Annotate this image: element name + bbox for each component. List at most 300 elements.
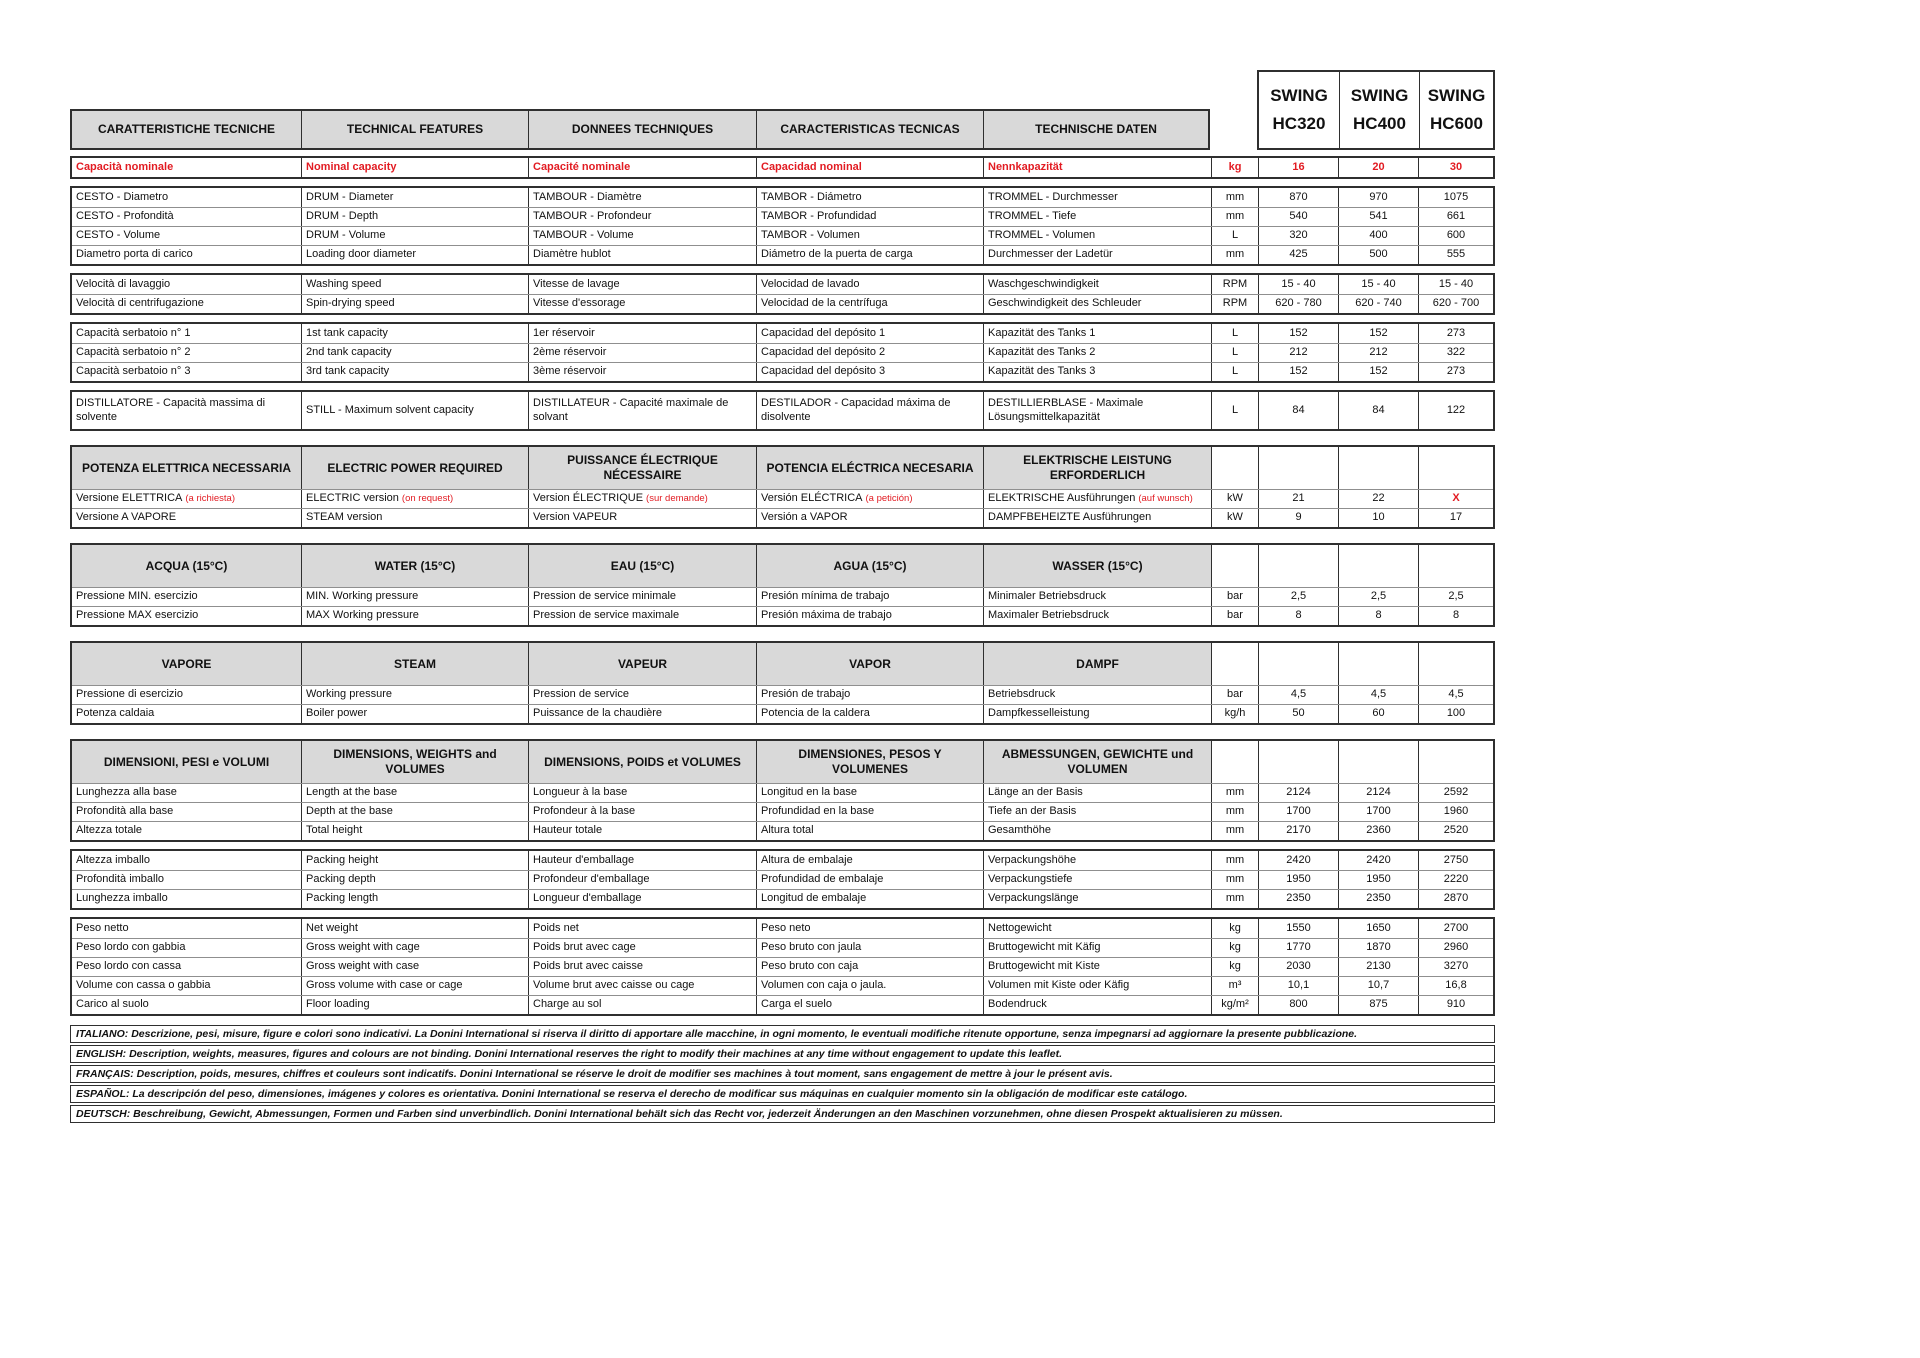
unit-cell: L bbox=[1211, 227, 1258, 245]
spec-label-cell bbox=[301, 509, 528, 527]
spec-label: Boiler power bbox=[306, 707, 368, 720]
spec-label: Nennkapazität bbox=[988, 160, 1063, 173]
spec-label-cell bbox=[72, 363, 301, 381]
spec-label-cell bbox=[528, 188, 756, 207]
value-cell: 1650 bbox=[1338, 919, 1418, 938]
section-header-row bbox=[72, 545, 1493, 587]
unit-header-cell bbox=[1211, 545, 1258, 587]
section-header-cell: VAPOR bbox=[756, 643, 983, 685]
section-header-cell: POTENZA ELETTRICA NECESSARIA bbox=[72, 447, 301, 489]
spec-label-cell bbox=[528, 607, 756, 625]
model-brand: SWING bbox=[1427, 85, 1486, 105]
spec-label: Vitesse d'essorage bbox=[533, 297, 626, 310]
spec-label: Pression de service bbox=[533, 688, 629, 701]
spec-label-cell bbox=[528, 890, 756, 908]
spec-label: Velocità di lavaggio bbox=[76, 277, 171, 290]
value-cell: 100 bbox=[1418, 705, 1493, 723]
spec-label: MAX Working pressure bbox=[306, 609, 419, 622]
spec-table-body bbox=[70, 156, 1495, 1016]
value-cell: 1870 bbox=[1338, 939, 1418, 957]
unit-cell: mm bbox=[1211, 871, 1258, 889]
spec-label: Lunghezza alla base bbox=[76, 786, 177, 799]
spec-label: Peso netto bbox=[76, 921, 129, 934]
spec-label-cell bbox=[983, 996, 1211, 1014]
spec-label: Velocità di centrifugazione bbox=[76, 297, 204, 310]
value-cell: 2030 bbox=[1258, 958, 1338, 976]
section-header-cell: ACQUA (15°C) bbox=[72, 545, 301, 587]
section-header-cell: WATER (15°C) bbox=[301, 545, 528, 587]
value-cell: 2700 bbox=[1418, 919, 1493, 938]
spec-label-cell bbox=[301, 344, 528, 362]
value-header-cell bbox=[1418, 447, 1493, 489]
spec-label: DESTILLIERBLASE - Maximale Lösungsmittelkapazität bbox=[988, 396, 1144, 423]
spec-label-cell bbox=[983, 939, 1211, 957]
value-cell: 60 bbox=[1338, 705, 1418, 723]
spec-label: MIN. Working pressure bbox=[306, 590, 419, 603]
spec-label-cell bbox=[983, 208, 1211, 226]
value-cell: 2,5 bbox=[1418, 588, 1493, 606]
spec-label-cell bbox=[301, 275, 528, 294]
value-cell: 2,5 bbox=[1338, 588, 1418, 606]
section-header-cell: EAU (15°C) bbox=[528, 545, 756, 587]
spec-row bbox=[72, 158, 1493, 177]
spec-label-cell bbox=[528, 490, 756, 508]
value-cell: 2124 bbox=[1258, 784, 1338, 802]
spec-label: Kapazität des Tanks 2 bbox=[988, 346, 1096, 359]
footnote-spanish: ESPAÑOL: La descripción del peso, dimensiones, imágenes y colores es orientativa. Donini International se reserva el derecho de modificar sus máquinas en cualquier momento sin la obligación de modificar este catálogo. bbox=[70, 1085, 1495, 1103]
spec-label: TAMBOR - Profundidad bbox=[761, 210, 877, 223]
footnote-french: FRANÇAIS: Description, poids, mesures, chiffres et couleurs sont indicatifs. Donini International se réserve le droit de modifier ses machines à tout moment, sans engagement de mettre à jour le présent avis. bbox=[70, 1065, 1495, 1083]
section-header-row bbox=[72, 741, 1493, 783]
value-cell: 212 bbox=[1338, 344, 1418, 362]
value-cell: 2420 bbox=[1258, 851, 1338, 870]
spec-label-cell bbox=[756, 822, 983, 840]
value-cell: 2124 bbox=[1338, 784, 1418, 802]
spec-label: Capacità serbatoio n° 1 bbox=[76, 326, 191, 339]
spec-label: Longueur à la base bbox=[533, 786, 628, 799]
spec-label-cell bbox=[983, 977, 1211, 995]
section-weights bbox=[70, 917, 1495, 1016]
spec-label: Volume con cassa o gabbia bbox=[76, 979, 211, 992]
spec-label-cell bbox=[301, 871, 528, 889]
spec-label-cell bbox=[756, 958, 983, 976]
spec-label-cell bbox=[72, 958, 301, 976]
spec-label: TAMBOR - Diámetro bbox=[761, 190, 862, 203]
value-cell: 22 bbox=[1338, 490, 1418, 508]
spec-label-cell bbox=[301, 803, 528, 821]
spec-label-cell bbox=[983, 958, 1211, 976]
section-header-row bbox=[72, 643, 1493, 685]
spec-label: Volumen con caja o jaula. bbox=[761, 979, 887, 992]
spec-label: 3ème réservoir bbox=[533, 365, 607, 378]
spec-label-cell bbox=[528, 158, 756, 177]
model-code: HC400 bbox=[1353, 114, 1406, 133]
spec-label-cell bbox=[528, 246, 756, 264]
value-cell: 1960 bbox=[1418, 803, 1493, 821]
spec-label-cell bbox=[528, 939, 756, 957]
spec-label: Versión a VAPOR bbox=[761, 511, 848, 524]
spec-label-cell bbox=[528, 705, 756, 723]
footnotes bbox=[70, 1025, 1495, 1123]
spec-label-cell bbox=[301, 958, 528, 976]
spec-label-note: (sur demande) bbox=[646, 493, 708, 505]
model-code: HC600 bbox=[1430, 114, 1483, 133]
spec-label: DAMPFBEHEIZTE Ausführungen bbox=[988, 511, 1152, 524]
spec-label-cell bbox=[528, 686, 756, 704]
spec-label-cell bbox=[72, 490, 301, 508]
spec-row bbox=[72, 489, 1493, 508]
spec-label: 2ème réservoir bbox=[533, 346, 607, 359]
spec-label: Packing height bbox=[306, 853, 379, 866]
unit-cell: mm bbox=[1211, 188, 1258, 207]
spec-row bbox=[72, 275, 1493, 294]
spec-label-cell bbox=[983, 158, 1211, 177]
column-header-french: DONNEES TECHNIQUES bbox=[528, 111, 756, 148]
spec-row bbox=[72, 704, 1493, 723]
unit-cell: mm bbox=[1211, 803, 1258, 821]
spec-label-note: (a petición) bbox=[865, 493, 913, 505]
value-header-cell bbox=[1338, 741, 1418, 783]
spec-label: Pressione di esercizio bbox=[76, 688, 183, 701]
value-cell: 1950 bbox=[1338, 871, 1418, 889]
section-drum bbox=[70, 186, 1495, 266]
spec-label: Pressione MIN. esercizio bbox=[76, 590, 198, 603]
spec-label: Packing length bbox=[306, 892, 379, 905]
spec-label-cell bbox=[301, 705, 528, 723]
unit-cell: kg/h bbox=[1211, 705, 1258, 723]
spec-label-cell bbox=[301, 324, 528, 343]
spec-label-cell bbox=[301, 822, 528, 840]
spec-label: ELECTRIC version bbox=[306, 492, 399, 505]
spec-label-cell bbox=[301, 208, 528, 226]
spec-row bbox=[72, 821, 1493, 840]
spec-row bbox=[72, 919, 1493, 938]
unit-cell: kg bbox=[1211, 158, 1258, 177]
spec-label-cell bbox=[983, 324, 1211, 343]
spec-label: Presión máxima de trabajo bbox=[761, 609, 892, 622]
language-headers bbox=[70, 109, 1210, 150]
spec-label-cell bbox=[983, 607, 1211, 625]
value-cell: 322 bbox=[1418, 344, 1493, 362]
spec-label-cell bbox=[301, 188, 528, 207]
model-headers bbox=[1257, 70, 1495, 150]
model-header-hc600 bbox=[1419, 72, 1493, 148]
spec-label: Profundidad en la base bbox=[761, 805, 875, 818]
footnote-english: ENGLISH: Description, weights, measures, figures and colours are not binding. Donini International reserves the right to modify their machines at any time without engagement to update this leaflet. bbox=[70, 1045, 1495, 1063]
value-cell: 555 bbox=[1418, 246, 1493, 264]
value-cell: 4,5 bbox=[1338, 686, 1418, 704]
spec-label-cell bbox=[72, 705, 301, 723]
spec-label: STILL - Maximum solvent capacity bbox=[306, 403, 474, 416]
spec-label-cell bbox=[756, 392, 983, 429]
unit-cell: L bbox=[1211, 344, 1258, 362]
spec-label-cell bbox=[72, 208, 301, 226]
spec-label: Gross weight with cage bbox=[306, 941, 420, 954]
unit-header-cell bbox=[1211, 741, 1258, 783]
spec-label-cell bbox=[756, 227, 983, 245]
value-cell: 30 bbox=[1418, 158, 1493, 177]
spec-label-cell bbox=[528, 919, 756, 938]
spec-row bbox=[72, 957, 1493, 976]
section-electric bbox=[70, 445, 1495, 529]
section-header-cell: ELECTRIC POWER REQUIRED bbox=[301, 447, 528, 489]
spec-label: Capacidad del depósito 3 bbox=[761, 365, 886, 378]
spec-label-cell bbox=[756, 509, 983, 527]
spec-label: Hauteur totale bbox=[533, 824, 603, 837]
spec-label-note: (on request) bbox=[401, 493, 454, 505]
section-header-cell: WASSER (15°C) bbox=[983, 545, 1211, 587]
value-cell: 8 bbox=[1258, 607, 1338, 625]
spec-label: Longitud en la base bbox=[761, 786, 858, 799]
value-cell: 17 bbox=[1418, 509, 1493, 527]
unit-header-cell bbox=[1211, 447, 1258, 489]
spec-label: Nominal capacity bbox=[306, 160, 397, 173]
spec-label-cell bbox=[301, 977, 528, 995]
value-cell: 152 bbox=[1338, 363, 1418, 381]
spec-label: Tiefe an der Basis bbox=[988, 805, 1077, 818]
unit-cell: kg/m² bbox=[1211, 996, 1258, 1014]
unit-cell: bar bbox=[1211, 607, 1258, 625]
spec-label: Versione ELETTRICA bbox=[76, 492, 183, 505]
spec-label: Maximaler Betriebsdruck bbox=[988, 609, 1110, 622]
section-header-cell: AGUA (15°C) bbox=[756, 545, 983, 587]
section-header-cell: DAMPF bbox=[983, 643, 1211, 685]
spec-label: Working pressure bbox=[306, 688, 392, 701]
spec-row bbox=[72, 851, 1493, 870]
spec-label-cell bbox=[756, 324, 983, 343]
spec-label: Puissance de la chaudière bbox=[533, 707, 663, 720]
spec-label: Gross volume with case or cage bbox=[306, 979, 463, 992]
spec-label: Profondità imballo bbox=[76, 873, 165, 886]
value-cell: 2130 bbox=[1338, 958, 1418, 976]
spec-label: Gross weight with case bbox=[306, 960, 420, 973]
spec-label: Verpackungstiefe bbox=[988, 873, 1073, 886]
value-cell: 10,7 bbox=[1338, 977, 1418, 995]
spec-label: Charge au sol bbox=[533, 998, 602, 1011]
spec-label-cell bbox=[528, 784, 756, 802]
spec-label: Diámetro de la puerta de carga bbox=[761, 248, 913, 261]
spec-row bbox=[72, 889, 1493, 908]
footnote-german: DEUTSCH: Beschreibung, Gewicht, Abmessungen, Formen und Farben sind unverbindlich. Donini International behält sich das Recht vor, jederzeit Änderungen an den Maschinen vorzunehmen, ohne diesen Prospekt aktualisieren zu müssen. bbox=[70, 1105, 1495, 1123]
spec-label-cell bbox=[72, 871, 301, 889]
spec-label-cell bbox=[983, 363, 1211, 381]
spec-label: Pressione MAX esercizio bbox=[76, 609, 199, 622]
spec-label-cell bbox=[756, 803, 983, 821]
spec-label-cell bbox=[72, 227, 301, 245]
spec-label: TAMBOUR - Diamètre bbox=[533, 190, 642, 203]
unit-cell: bar bbox=[1211, 588, 1258, 606]
spec-label: Packing depth bbox=[306, 873, 376, 886]
value-cell: 1550 bbox=[1258, 919, 1338, 938]
spec-label-cell bbox=[983, 246, 1211, 264]
spec-label: Potencia de la caldera bbox=[761, 707, 870, 720]
value-cell: 620 - 780 bbox=[1258, 295, 1338, 313]
spec-label-cell bbox=[528, 588, 756, 606]
value-cell: 800 bbox=[1258, 996, 1338, 1014]
spec-label-cell bbox=[528, 363, 756, 381]
value-cell: 20 bbox=[1338, 158, 1418, 177]
model-header-hc320 bbox=[1259, 72, 1339, 148]
value-cell: 4,5 bbox=[1418, 686, 1493, 704]
unit-cell: kg bbox=[1211, 958, 1258, 976]
spec-row bbox=[72, 587, 1493, 606]
value-cell: 661 bbox=[1418, 208, 1493, 226]
spec-label: Minimaler Betriebsdruck bbox=[988, 590, 1106, 603]
value-cell: 2960 bbox=[1418, 939, 1493, 957]
spec-label: Länge an der Basis bbox=[988, 786, 1083, 799]
spec-row bbox=[72, 245, 1493, 264]
unit-cell: m³ bbox=[1211, 977, 1258, 995]
spec-label-cell bbox=[72, 295, 301, 313]
section-steam bbox=[70, 641, 1495, 725]
value-header-cell bbox=[1338, 545, 1418, 587]
spec-label-cell bbox=[756, 363, 983, 381]
spec-label-cell bbox=[72, 977, 301, 995]
spec-label-cell bbox=[983, 686, 1211, 704]
unit-cell: mm bbox=[1211, 890, 1258, 908]
value-cell: 1075 bbox=[1418, 188, 1493, 207]
spec-label-cell bbox=[72, 890, 301, 908]
value-cell: 2350 bbox=[1338, 890, 1418, 908]
spec-label: Kapazität des Tanks 1 bbox=[988, 326, 1096, 339]
section-header-row bbox=[72, 447, 1493, 489]
value-cell: 620 - 700 bbox=[1418, 295, 1493, 313]
section-water bbox=[70, 543, 1495, 627]
spec-label: CESTO - Volume bbox=[76, 229, 161, 242]
spec-label-cell bbox=[528, 208, 756, 226]
spec-label: Length at the base bbox=[306, 786, 398, 799]
section-header-cell: VAPEUR bbox=[528, 643, 756, 685]
section-header-cell: PUISSANCE ÉLECTRIQUE NÉCESSAIRE bbox=[528, 447, 756, 489]
spec-label: STEAM version bbox=[306, 511, 383, 524]
spec-row bbox=[72, 938, 1493, 957]
spec-label: Altura de embalaje bbox=[761, 853, 853, 866]
spec-label: Kapazität des Tanks 3 bbox=[988, 365, 1096, 378]
spec-label: Pression de service minimale bbox=[533, 590, 677, 603]
spec-label: Nettogewicht bbox=[988, 921, 1052, 934]
value-cell: 16,8 bbox=[1418, 977, 1493, 995]
spec-label-cell bbox=[983, 188, 1211, 207]
spec-label-cell bbox=[756, 977, 983, 995]
spec-label-cell bbox=[301, 919, 528, 938]
spec-label: TROMMEL - Durchmesser bbox=[988, 190, 1118, 203]
spec-label: DISTILLATEUR - Capacité maximale de solvant bbox=[533, 396, 729, 423]
spec-label-cell bbox=[301, 227, 528, 245]
spec-label: Versión ELÉCTRICA bbox=[761, 492, 863, 505]
spec-label-cell bbox=[528, 996, 756, 1014]
section-packing bbox=[70, 849, 1495, 910]
section-header-cell: DIMENSIONES, PESOS Y VOLUMENES bbox=[756, 741, 983, 783]
section-header-cell: ELEKTRISCHE LEISTUNG ERFORDERLICH bbox=[983, 447, 1211, 489]
spec-row bbox=[72, 343, 1493, 362]
spec-label: Longueur d'emballage bbox=[533, 892, 642, 905]
spec-label: TAMBOR - Volumen bbox=[761, 229, 860, 242]
value-cell: 10 bbox=[1338, 509, 1418, 527]
spec-label: TROMMEL - Volumen bbox=[988, 229, 1096, 242]
spec-label: Carico al suolo bbox=[76, 998, 149, 1011]
spec-label: Capacidad del depósito 2 bbox=[761, 346, 886, 359]
spec-label: Dampfkesselleistung bbox=[988, 707, 1090, 720]
spec-label: Profundidad de embalaje bbox=[761, 873, 884, 886]
value-cell: 2350 bbox=[1258, 890, 1338, 908]
spec-label: Poids brut avec cage bbox=[533, 941, 636, 954]
spec-label-cell bbox=[983, 490, 1211, 508]
value-cell: 84 bbox=[1338, 392, 1418, 429]
section-header-cell: DIMENSIONI, PESI e VOLUMI bbox=[72, 741, 301, 783]
spec-label: Capacidad del depósito 1 bbox=[761, 326, 886, 339]
spec-label: Spin-drying speed bbox=[306, 297, 395, 310]
value-cell: 425 bbox=[1258, 246, 1338, 264]
unit-cell: bar bbox=[1211, 686, 1258, 704]
unit-column-spacer bbox=[1210, 149, 1257, 150]
value-cell: 2420 bbox=[1338, 851, 1418, 870]
spec-label: 1st tank capacity bbox=[306, 326, 388, 339]
section-tanks bbox=[70, 322, 1495, 383]
section-capacity bbox=[70, 156, 1495, 179]
spec-label-cell bbox=[983, 509, 1211, 527]
value-cell: 50 bbox=[1258, 705, 1338, 723]
spec-label: Altezza imballo bbox=[76, 853, 150, 866]
value-cell: 970 bbox=[1338, 188, 1418, 207]
spec-label-cell bbox=[983, 275, 1211, 294]
spec-label-cell bbox=[756, 784, 983, 802]
spec-label-cell bbox=[72, 188, 301, 207]
value-cell: 2870 bbox=[1418, 890, 1493, 908]
spec-label-cell bbox=[756, 871, 983, 889]
spec-label-cell bbox=[301, 996, 528, 1014]
spec-row bbox=[72, 188, 1493, 207]
spec-label-cell bbox=[756, 295, 983, 313]
value-cell: 2592 bbox=[1418, 784, 1493, 802]
spec-label: Presión mínima de trabajo bbox=[761, 590, 890, 603]
unit-cell: mm bbox=[1211, 784, 1258, 802]
spec-row bbox=[72, 783, 1493, 802]
spec-label-cell bbox=[72, 324, 301, 343]
spec-label: DESTILADOR - Capacidad máxima de disolvente bbox=[761, 396, 951, 423]
value-cell: 15 - 40 bbox=[1338, 275, 1418, 294]
value-cell: 540 bbox=[1258, 208, 1338, 226]
spec-label-note: (a richiesta) bbox=[185, 493, 235, 505]
value-cell: 2520 bbox=[1418, 822, 1493, 840]
spec-label: Profondeur d'emballage bbox=[533, 873, 650, 886]
value-cell: 212 bbox=[1258, 344, 1338, 362]
spec-label-cell bbox=[756, 996, 983, 1014]
spec-label: Durchmesser der Ladetür bbox=[988, 248, 1113, 261]
spec-label-cell bbox=[756, 490, 983, 508]
value-cell: 21 bbox=[1258, 490, 1338, 508]
value-cell: 400 bbox=[1338, 227, 1418, 245]
spec-label-cell bbox=[983, 803, 1211, 821]
spec-label: Capacità serbatoio n° 3 bbox=[76, 365, 191, 378]
spec-label-cell bbox=[983, 392, 1211, 429]
spec-label-cell bbox=[301, 246, 528, 264]
footnote-italian: ITALIANO: Descrizione, pesi, misure, figure e colori sono indicativi. La Donini International si riserva il diritto di apportare alle macchine, in ogni momento, le eventuali modifiche ritenute opportune, senza impegnarsi ad aggiornare la presente pubblicazione. bbox=[70, 1025, 1495, 1043]
spec-label-cell bbox=[756, 158, 983, 177]
spec-label-cell bbox=[756, 588, 983, 606]
spec-label-cell bbox=[72, 996, 301, 1014]
spec-label: Carga el suelo bbox=[761, 998, 832, 1011]
spec-label: Peso lordo con gabbia bbox=[76, 941, 186, 954]
spec-label: DRUM - Diameter bbox=[306, 190, 394, 203]
spec-label: Peso bruto con caja bbox=[761, 960, 859, 973]
spec-label-cell bbox=[72, 158, 301, 177]
spec-label-cell bbox=[983, 784, 1211, 802]
spec-row bbox=[72, 392, 1493, 429]
model-code: HC320 bbox=[1272, 114, 1326, 133]
spec-label: TAMBOUR - Volume bbox=[533, 229, 634, 242]
section-still bbox=[70, 390, 1495, 431]
spec-label-cell bbox=[983, 295, 1211, 313]
